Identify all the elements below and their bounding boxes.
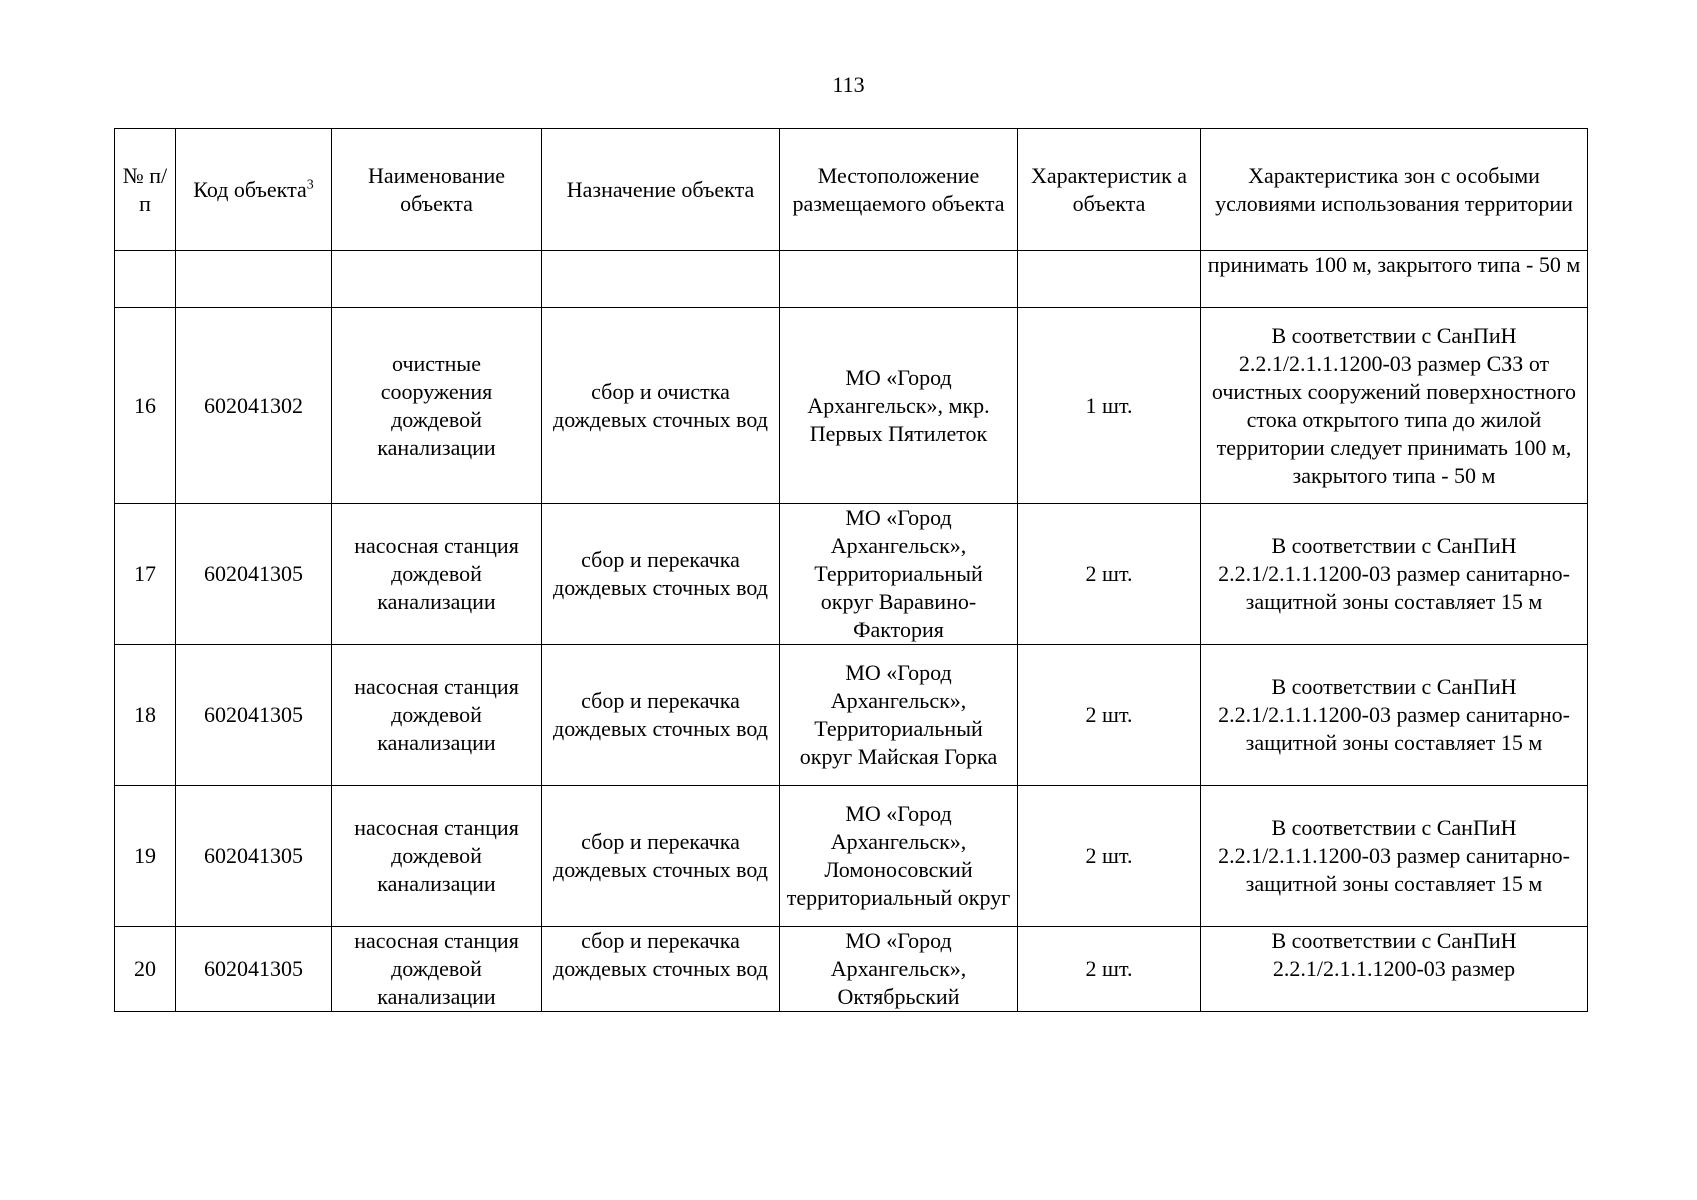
- cell-num: 19: [115, 786, 176, 927]
- continuation-row: [115, 251, 1588, 308]
- cell-purpose: сбор и перекачка дождевых сточных вод: [542, 927, 780, 1012]
- cell-name: насосная станция дождевой канализации: [332, 927, 542, 1012]
- cell-location: МО «Город Архангельск», Территориальный округ Варавино-Фактория: [780, 504, 1018, 645]
- cell-code: 602041302: [176, 308, 332, 504]
- table-row: [115, 645, 1588, 786]
- footnote-ref: 3: [306, 177, 314, 193]
- cell-zones: В соответствии с СанПиН 2.2.1/2.1.1.1200-03 размер СЗЗ от очистных сооружений поверхностного стока открытого типа до жилой территории следует принимать 100 м, закрытого типа - 50 м: [1201, 308, 1588, 504]
- header-code: [176, 129, 332, 251]
- cell-name: очистные сооружения дождевой канализации: [332, 308, 542, 504]
- cell-purpose: сбор и очистка дождевых сточных вод: [542, 308, 780, 504]
- cell-zones: В соответствии с СанПиН 2.2.1/2.1.1.1200-03 размер санитарно-защитной зоны составляет 15 м: [1201, 786, 1588, 927]
- cell-characteristic: 2 шт.: [1018, 786, 1201, 927]
- cell-purpose: сбор и перекачка дождевых сточных вод: [542, 504, 780, 645]
- header-name: Наименование объекта: [332, 129, 542, 251]
- cell-characteristic: 2 шт.: [1018, 927, 1201, 1012]
- cell-num: [115, 251, 176, 308]
- objects-table: [114, 128, 1588, 1012]
- cell-name: [332, 251, 542, 308]
- cell-code: 602041305: [176, 645, 332, 786]
- table-row: [115, 504, 1588, 645]
- cell-purpose: сбор и перекачка дождевых сточных вод: [542, 786, 780, 927]
- table-row: [115, 308, 1588, 504]
- cell-name: насосная станция дождевой канализации: [332, 504, 542, 645]
- cell-zones: принимать 100 м, закрытого типа - 50 м: [1201, 251, 1588, 308]
- cell-location: МО «Город Архангельск», Октябрьский: [780, 927, 1018, 1012]
- cell-num: 17: [115, 504, 176, 645]
- cell-purpose: [542, 251, 780, 308]
- page-number: 113: [832, 72, 865, 97]
- cell-code: 602041305: [176, 927, 332, 1012]
- header-characteristic: Характеристик а объекта: [1018, 129, 1201, 251]
- cell-purpose: сбор и перекачка дождевых сточных вод: [542, 645, 780, 786]
- cell-code: 602041305: [176, 504, 332, 645]
- header-zones: Характеристика зон с особыми условиями использования территории: [1201, 129, 1588, 251]
- header-code-text: Код объекта: [193, 176, 307, 202]
- cell-zones: В соответствии с СанПиН 2.2.1/2.1.1.1200-03 размер: [1201, 927, 1588, 1012]
- cell-location: МО «Город Архангельск», Ломоносовский территориальный округ: [780, 786, 1018, 927]
- cell-num: 18: [115, 645, 176, 786]
- cell-location: МО «Город Архангельск», мкр. Первых Пятилеток: [780, 308, 1018, 504]
- table-row: [115, 786, 1588, 927]
- cell-code: [176, 251, 332, 308]
- header-location: Местоположение размещаемого объекта: [780, 129, 1018, 251]
- cell-name: насосная станция дождевой канализации: [332, 786, 542, 927]
- cell-characteristic: 1 шт.: [1018, 308, 1201, 504]
- cell-num: 20: [115, 927, 176, 1012]
- cell-code: 602041305: [176, 786, 332, 927]
- header-purpose: Назначение объекта: [542, 129, 780, 251]
- table-row: [115, 927, 1588, 1012]
- cell-zones: В соответствии с СанПиН 2.2.1/2.1.1.1200-03 размер санитарно-защитной зоны составляет 15 м: [1201, 645, 1588, 786]
- cell-characteristic: 2 шт.: [1018, 645, 1201, 786]
- cell-characteristic: [1018, 251, 1201, 308]
- cell-zones: В соответствии с СанПиН 2.2.1/2.1.1.1200-03 размер санитарно-защитной зоны составляет 15 м: [1201, 504, 1588, 645]
- cell-location: МО «Город Архангельск», Территориальный округ Майская Горка: [780, 645, 1018, 786]
- header-num: № п/п: [115, 129, 176, 251]
- cell-location: [780, 251, 1018, 308]
- cell-name: насосная станция дождевой канализации: [332, 645, 542, 786]
- cell-num: 16: [115, 308, 176, 504]
- table-header-row: [115, 129, 1588, 251]
- cell-characteristic: 2 шт.: [1018, 504, 1201, 645]
